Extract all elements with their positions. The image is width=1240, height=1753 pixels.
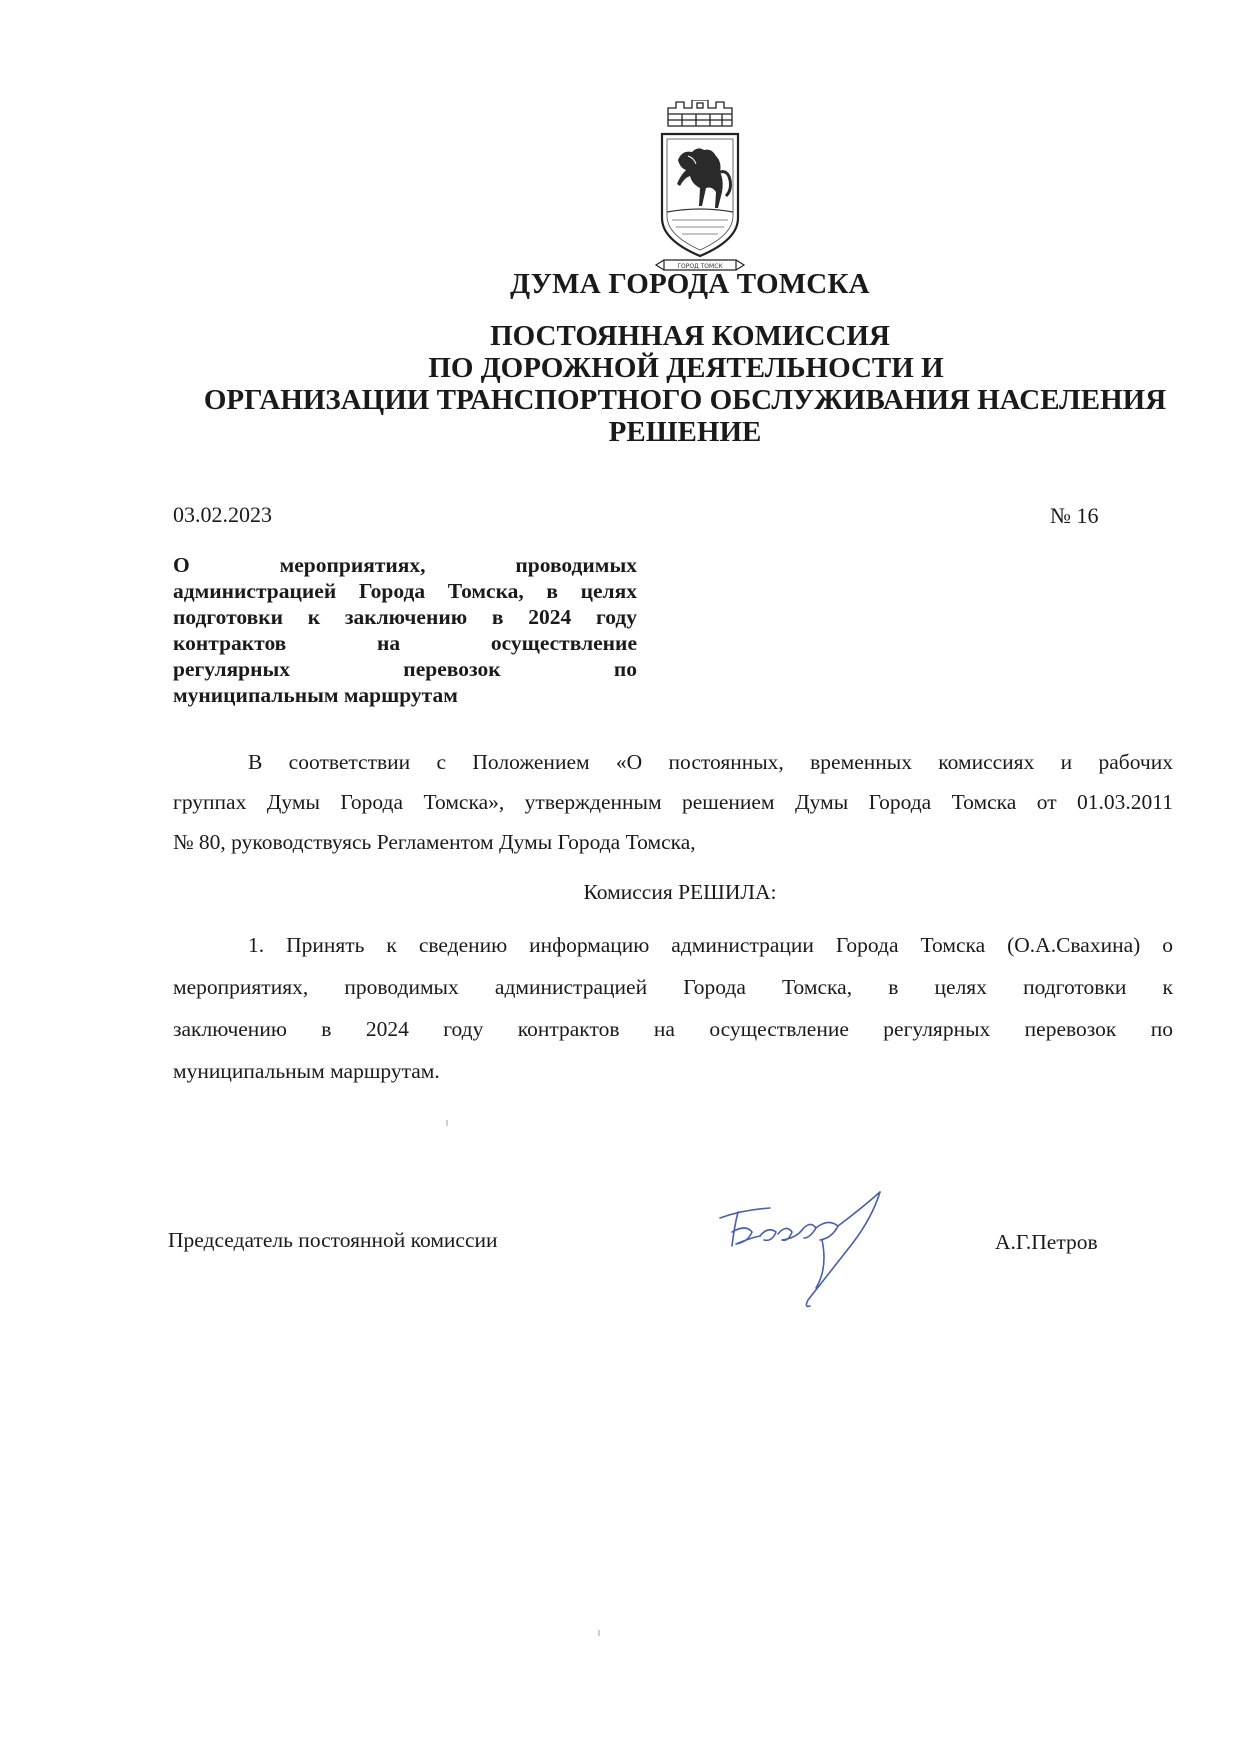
decision-number: № 16 [1050, 503, 1099, 528]
decision-heading: РЕШЕНИЕ [608, 416, 762, 448]
point-line: заключению в 2024 году контрактов на осуществление регулярных перевозок по [173, 1017, 1173, 1041]
preamble-line: № 80, руководствуясь Регламентом Думы Города Томска, [173, 830, 696, 854]
signatory-position: Председатель постоянной комиссии [168, 1228, 498, 1252]
duma-title: ДУМА ГОРОДА ТОМСКА [510, 268, 870, 300]
decision-subject [173, 552, 637, 708]
commission-title-line: ПО ДОРОЖНОЙ ДЕЯТЕЛЬНОСТИ И [428, 352, 944, 384]
subject-line: муниципальным маршрутам [173, 683, 458, 707]
scan-speck [446, 1120, 448, 1126]
preamble-line: В соответствии с Положением «О постоянных, временных комиссиях и рабочих [248, 750, 1173, 774]
subject-line: регулярных перевозок по [173, 657, 637, 681]
tomsk-coat-of-arms-icon [652, 100, 748, 274]
emblem-ribbon-text: ГОРОД ТОМСК [677, 263, 723, 270]
subject-line: подготовки к заключению в 2024 году [173, 605, 637, 629]
decision-point-1 [173, 924, 1173, 1092]
decided-label: Комиссия РЕШИЛА: [583, 880, 777, 904]
subject-line: контрактов на осуществление [173, 631, 637, 655]
signatory-name: А.Г.Петров [995, 1230, 1098, 1254]
scan-speck [598, 1630, 600, 1636]
subject-line: администрацией Города Томска, в целях [173, 579, 637, 603]
commission-title-line: ПОСТОЯННАЯ КОМИССИЯ [490, 320, 890, 352]
commission-title [0, 320, 1240, 448]
point-line: муниципальным маршрутам. [173, 1059, 440, 1083]
decision-date: 03.02.2023 [173, 502, 272, 527]
point-line: 1. Принять к сведению информацию администрации Города Томска (О.А.Свахина) о [248, 933, 1173, 957]
point-line: мероприятиях, проводимых администрацией Города Томска, в целях подготовки к [173, 975, 1173, 999]
handwritten-signature-icon [712, 1188, 902, 1318]
preamble-line: группах Думы Города Томска», утвержденным решением Думы Города Томска от 01.03.2011 [173, 790, 1173, 814]
subject-line: О мероприятиях, проводимых [173, 553, 637, 577]
commission-title-line: ОРГАНИЗАЦИИ ТРАНСПОРТНОГО ОБСЛУЖИВАНИЯ НАСЕЛЕНИЯ [203, 384, 1167, 416]
preamble-paragraph [173, 742, 1173, 862]
